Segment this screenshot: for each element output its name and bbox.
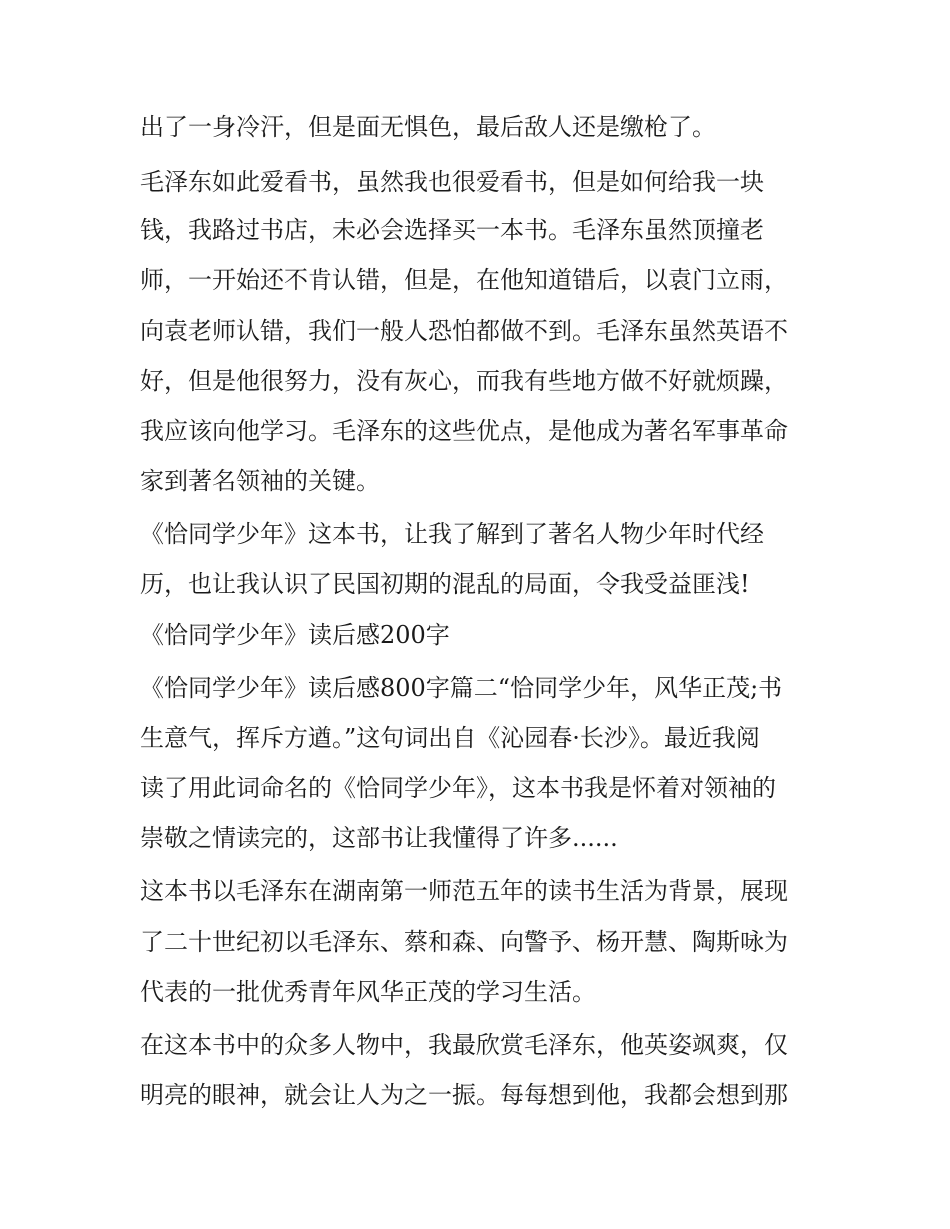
text-line: 崇敬之情读完的，这部书让我懂得了许多...... <box>140 824 618 852</box>
text-line: 生意气，挥斥方遒。”这句词出自《沁园春·长沙》。最近我阅 <box>140 724 760 752</box>
text-line: 这本书以毛泽东在湖南第一师范五年的读书生活为背景，展现 <box>140 877 788 905</box>
text-line: 在这本书中的众多人物中，我最欣赏毛泽东，他英姿飒爽，仅 <box>140 1031 788 1059</box>
text-line: 钱，我路过书店，未必会选择买一本书。毛泽东虽然顶撞老 <box>140 216 764 244</box>
text-line: 《恰同学少年》这本书，让我了解到了著名人物少年时代经 <box>140 520 764 548</box>
text-line: 家到著名领袖的关键。 <box>140 467 380 495</box>
text-line: 好，但是他很努力，没有灰心，而我有些地方做不好就烦躁， <box>140 367 788 395</box>
text-line: 读了用此词命名的《恰同学少年》，这本书我是怀着对领袖的 <box>140 774 776 802</box>
text-line: 历，也让我认识了民国初期的混乱的局面，令我受益匪浅! <box>140 570 750 598</box>
text-line: 师，一开始还不肯认错，但是，在他知道错后，以袁门立雨， <box>140 266 788 294</box>
heading-line: 《恰同学少年》读后感200字 <box>140 621 450 649</box>
text-line: 代表的一批优秀青年风华正茂的学习生活。 <box>140 978 596 1006</box>
text-line: 向袁老师认错，我们一般人恐怕都做不到。毛泽东虽然英语不 <box>140 317 788 345</box>
text-line: 毛泽东如此爱看书，虽然我也很爱看书，但是如何给我一块 <box>140 168 764 196</box>
text-line: 我应该向他学习。毛泽东的这些优点，是他成为著名军事革命 <box>140 417 788 445</box>
text-line: 出了一身冷汗，但是面无惧色，最后敌人还是缴枪了。 <box>140 113 716 141</box>
text-line: 了二十世纪初以毛泽东、蔡和森、向警予、杨开慧、陶斯咏为 <box>140 928 788 956</box>
text-line: 《恰同学少年》读后感800字篇二“恰同学少年，风华正茂;书 <box>140 674 783 702</box>
text-line: 明亮的眼神，就会让人为之一振。每每想到他，我都会想到那 <box>140 1081 788 1109</box>
